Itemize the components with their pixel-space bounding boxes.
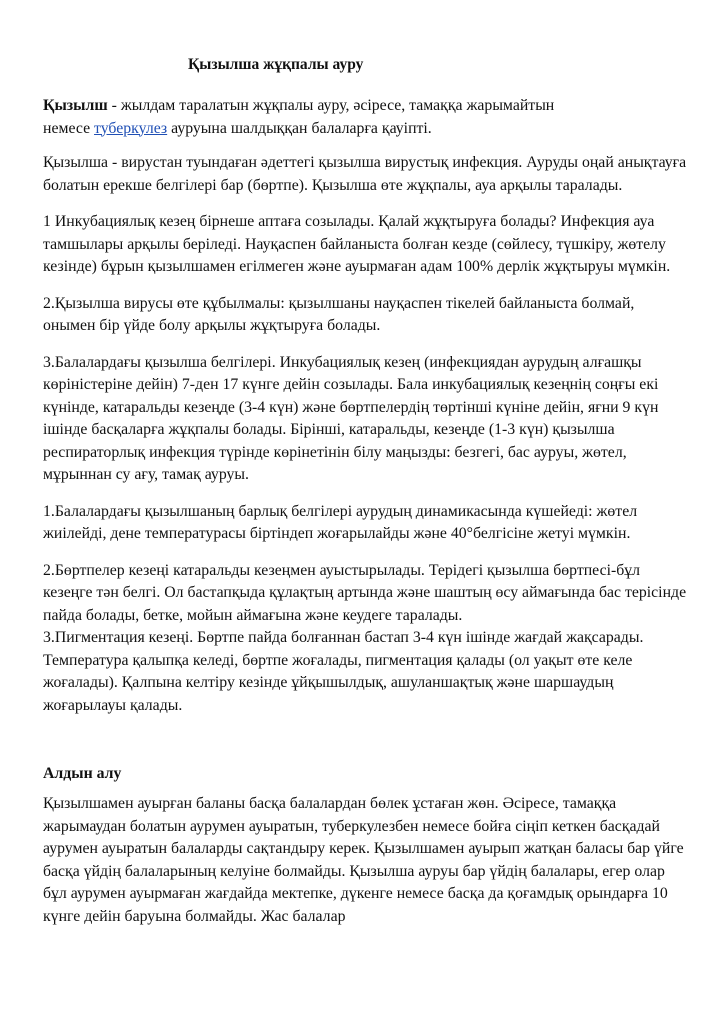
document-title: Қызылша жұқпалы ауру xyxy=(188,56,364,73)
tuberculosis-link[interactable]: туберкулез xyxy=(94,119,168,137)
prevention-paragraph: Қызылшамен ауырған баланы басқа балалардан бөлек ұстаған жөн. Әсіресе, тамаққа жарымаудан болатын аурумен ауыратын, туберкулезбен немесе бойға сіңіп кеткен басқадай аурумен ауыратын балаларды сақтандыру керек. Қызылшамен ауырып жатқан баласы бар үйге басқа үйдің балаларының келуіне болмайды. Қызылша ауруы бар үйдің балалары, егер олар бұл аурумен ауырмаған жағдайда мектепке, дүкенге немесе басқа да қоғамдық орындарға 10 күнге дейін баруына болмайды. Жас балалар xyxy=(43,795,684,925)
paragraph-incubation: 1 Инкубациялық кезең бірнеше аптаға созылады. Қалай жұқтыруға болады? Инфекция ауа тамшылары арқылы беріледі. Науқаспен байланыста болған кезде (сөйлесу, түшкіру, жөтелу кезінде) бұрын қызылшамен егілмеген және ауырмаған адам 100% дерлік жұқтыруы мүмкін. xyxy=(43,213,671,275)
intro-term: Қызылш xyxy=(43,97,108,114)
paragraph-virus: 2.Қызылша вирусы өте құбылмалы: қызылшаны науқаспен тікелей байланыста болмай, онымен бір үйде болу арқылы жұқтыруға болады. xyxy=(43,294,635,334)
paragraph-dynamics: 1.Балалардағы қызылшаның барлық белгілері аурудың динамикасында күшейеді: жөтел жиілейді, дене температурасы біртіндеп жоғарылайды және 40°белгісіне жетуі мүмкін. xyxy=(43,502,638,542)
intro-paragraph xyxy=(43,95,688,140)
intro-text-2-post: ауруына шалдыққан балаларға қауіпті. xyxy=(167,119,432,137)
intro-text-1: - жылдам таралатын жұқпалы ауру, әсіресе, тамаққа жарымайтын xyxy=(107,97,555,114)
prevention-heading: Алдын алу xyxy=(43,765,122,782)
paragraph-rash-period: 2.Бөртпелер кезеңі катаральды кезеңмен ауыстырылады. Терідегі қызылша бөртпесі-бұл кезеңге тән белгі. Ол бастапқыда құлақтың артында және шаштың өсу аймағында бас терісінде пайда болады, бетке, мойын аймағына және кеудеге таралады. xyxy=(43,561,687,624)
intro-text-2-pre: немесе xyxy=(43,119,95,137)
paragraph-pigmentation-period: 3.Пигментация кезеңі. Бөртпе пайда болғаннан бастап 3-4 күн ішінде жағдай жақсарады. Температура қалыпқа келеді, бөртпе жоғалады, пигментация қалады (ол уақыт өте келе жоғалады). Қалпына келтіру кезінде ұйқышылдық, ашуланшақтық және шаршаудың жоғарылауы қалады. xyxy=(43,629,644,714)
paragraph-definition: Қызылша - вирустан туындаған әдеттегі қызылша вирустық инфекция. Ауруды оңай анықтауға болатын ерекше белгілері бар (бөртпе). Қызылша өте жұқпалы, ауа арқылы таралады. xyxy=(43,154,687,194)
paragraph-symptoms: 3.Балалардағы қызылша белгілері. Инкубациялық кезең (инфекциядан аурудың алғашқы көріністеріне дейін) 7-ден 17 күнге дейін созылады. Бала инкубациялық кезеңнің соңғы екі күнінде, катаральды кезеңде (3-4 күн) және бөртпелердің төртінші күніне дейін, яғни 9 күн ішінде басқаларға жұқпалы болады. Бірінші, катаральды, кезеңде (1-3 күн) қызылша респираторлық инфекция түрінде көрінетінін білу маңызды: безгегі, бас ауруы, жөтел, мұрыннан су ағу, тамақ ауруы. xyxy=(43,353,659,483)
